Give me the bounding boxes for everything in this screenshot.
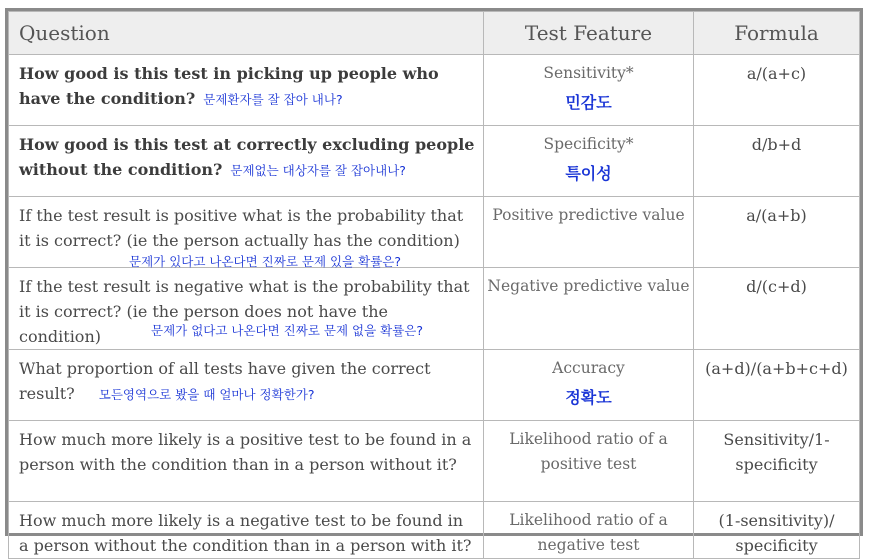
feature-cell — [484, 126, 694, 197]
feature-korean: 특이성 — [565, 164, 612, 183]
question-cell: How much more likely is a negative test to be found in a person without the condition than in a person with it? — [9, 502, 484, 559]
table-row — [9, 268, 860, 350]
diagnostic-test-table — [8, 11, 860, 559]
feature-cell: Negative predictive value — [484, 268, 694, 350]
question-text: How good is this test at correctly excluding people without the condition? — [19, 135, 475, 179]
question-cell — [9, 126, 484, 197]
feature-text: Specificity* — [543, 135, 634, 153]
question-text: If the test result is negative what is the probability that it is correct? (ie the person does not have the condition) — [19, 277, 470, 346]
formula-cell: Sensitivity/1-specificity — [694, 421, 860, 502]
feature-korean: 정확도 — [565, 388, 612, 407]
question-text: If the test result is positive what is the probability that it is correct? (ie the person actually has the condition) — [19, 206, 464, 250]
table-row — [9, 421, 860, 502]
table-row — [9, 197, 860, 268]
feature-text: Sensitivity* — [543, 64, 634, 82]
feature-korean: 민감도 — [565, 93, 612, 112]
question-cell — [9, 55, 484, 126]
formula-cell: d/(c+d) — [694, 268, 860, 350]
korean-note: 문제없는 대상자를 잘 잡아내나? — [230, 163, 406, 178]
question-text: How good is this test in picking up people who have the condition? — [19, 64, 439, 108]
korean-note: 문제가 없다고 나온다면 진짜로 문제 없을 확률은? — [151, 323, 423, 338]
feature-cell: Likelihood ratio of a negative test — [484, 502, 694, 559]
diagnostic-test-table-frame — [5, 8, 863, 555]
question-cell: How much more likely is a positive test to be found in a person with the condition than in a person without it? — [9, 421, 484, 502]
formula-cell: (1-sensitivity)/ specificity — [694, 502, 860, 559]
header-question: Question — [9, 12, 484, 55]
header-row — [9, 12, 860, 55]
formula-cell: d/b+d — [694, 126, 860, 197]
formula-cell: (a+d)/(a+b+c+d) — [694, 350, 860, 421]
header-test-feature: Test Feature — [484, 12, 694, 55]
korean-note: 모든영역으로 봤을 때 얼마나 정확한가? — [98, 387, 315, 402]
formula-cell: a/(a+c) — [694, 55, 860, 126]
header-formula: Formula — [694, 12, 860, 55]
table-row — [9, 502, 860, 559]
question-cell — [9, 268, 484, 350]
feature-text: Accuracy — [552, 359, 625, 377]
question-cell — [9, 197, 484, 268]
question-text: What proportion of all tests have given the correct result? — [19, 359, 431, 403]
korean-note: 문제환자를 잘 잡아 내나? — [203, 92, 343, 107]
feature-cell: Positive predictive value — [484, 197, 694, 268]
feature-cell: Likelihood ratio of a positive test — [484, 421, 694, 502]
table-row — [9, 126, 860, 197]
question-cell — [9, 350, 484, 421]
table-row — [9, 55, 860, 126]
formula-cell: a/(a+b) — [694, 197, 860, 268]
feature-cell — [484, 55, 694, 126]
korean-note: 문제가 있다고 나온다면 진짜로 문제 있을 확률은? — [129, 254, 401, 269]
feature-cell — [484, 350, 694, 421]
table-row — [9, 350, 860, 421]
